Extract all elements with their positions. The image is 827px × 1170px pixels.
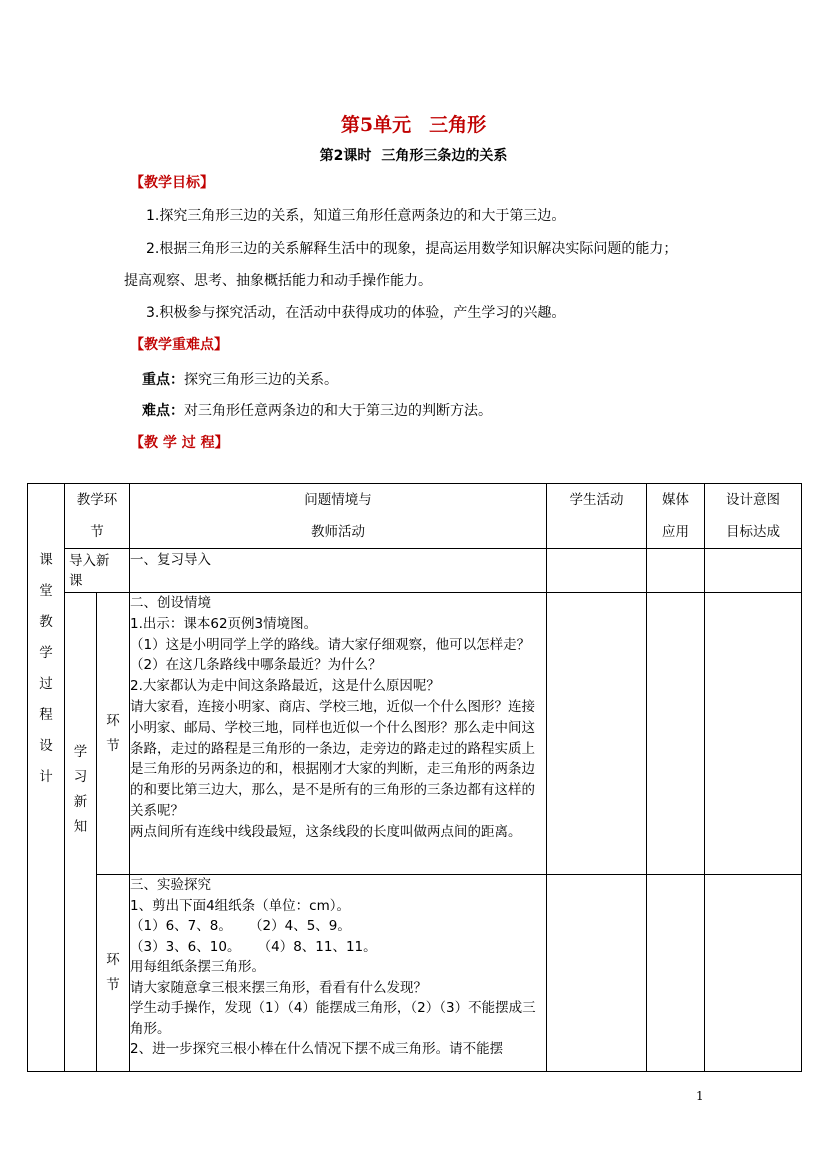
step1-student-cell: [547, 593, 647, 875]
header-phase: 教学环 节: [65, 484, 130, 549]
course-design-column: 课 堂 教 学 过 程 设 计: [28, 484, 65, 1072]
header-situation: 问题情境与 教师活动: [130, 484, 547, 549]
step1-media-cell: [647, 593, 705, 875]
header-media: 媒体 应用: [647, 484, 705, 549]
lesson-title: 第2课时 三角形三条边的关系: [319, 148, 508, 164]
objective-item-2-cont: 提高观察、思考、抽象概括能力和动手操作能力。: [124, 273, 432, 289]
table-row-intro: [28, 549, 802, 593]
step2-intent-cell: [705, 875, 802, 1072]
intro-media-cell: [647, 549, 705, 593]
page-number: 1: [696, 1089, 704, 1103]
step1-label: 环 节: [97, 593, 130, 875]
learn-new-label: 学 习 新 知: [65, 593, 97, 1072]
table-row-step2: [28, 875, 802, 1072]
step2-label: 环 节: [97, 875, 130, 1072]
intro-phase: 导入新 课: [65, 549, 130, 593]
objectives-heading: 【教学目标】: [130, 175, 214, 191]
table-header-row: [28, 484, 802, 549]
unit-title: 第5单元 三角形: [340, 114, 487, 136]
key-point: 重点：探究三角形三边的关系。: [142, 372, 338, 388]
step2-media-cell: [647, 875, 705, 1072]
objective-item-3: 3.积极参与探究活动，在活动中获得成功的体验，产生学习的兴趣。: [146, 305, 566, 321]
step1-intent-cell: [705, 593, 802, 875]
step1-content: 二、创设情境 1.出示：课本62页例3情境图。 （1）这是小明同学上学的路线。请大家仔细观察，他可以怎样走？ （2）在这几条路线中哪条最近？为什么？ 2.大家都认为走中间这条路最近，这是什么原因呢？ 请大家看，连接小明家、商店、学校三地，近似一个什么图形？连接小明家、邮局、学校三地，同样也近似一个什么图形？那么走中间这条路，走过的路程是三角形的一条边，走旁边的路走过的路程实质上是三角形的另两条边的和，根据刚才大家的判断，走三角形的两条边的和要比第三边大，那么，是不是所有的三角形的三条边都有这样的关系呢？ 两点间所有连线中线段最短，这条线段的长度叫做两点间的距离。: [130, 593, 547, 875]
difficulty-point: 难点：对三角形任意两条边的和大于第三边的判断方法。: [142, 403, 492, 419]
table-row-step1: [28, 593, 802, 875]
header-intent: 设计意图 目标达成: [705, 484, 802, 549]
intro-content: 一、复习导入: [130, 549, 547, 593]
step2-student-cell: [547, 875, 647, 1072]
key-points-heading: 【教学重难点】: [130, 337, 228, 353]
intro-intent-cell: [705, 549, 802, 593]
process-table: [27, 483, 802, 1072]
step2-content: 三、实验探究 1、剪出下面4组纸条（单位：cm）。 （1）6、7、8。 （2）4、5、9。 （3）3、6、10。 （4）8、11、11。 用每组纸条摆三角形。 请大家随意拿三根来摆三角形，看看有什么发现？ 学生动手操作，发现（1）（4）能摆成三角形，（2）（3）不能摆成三角形。 2、进一步探究三根小棒在什么情况下摆不成三角形。请不能摆: [130, 875, 547, 1072]
intro-student-cell: [547, 549, 647, 593]
objective-item-1: 1.探究三角形三边的关系，知道三角形任意两条边的和大于第三边。: [146, 208, 566, 224]
header-student: 学生活动: [547, 484, 647, 549]
process-heading: 【教 学 过 程】: [130, 435, 229, 451]
objective-item-2: 2.根据三角形三边的关系解释生活中的现象，提高运用数学知识解决实际问题的能力；: [146, 241, 678, 257]
